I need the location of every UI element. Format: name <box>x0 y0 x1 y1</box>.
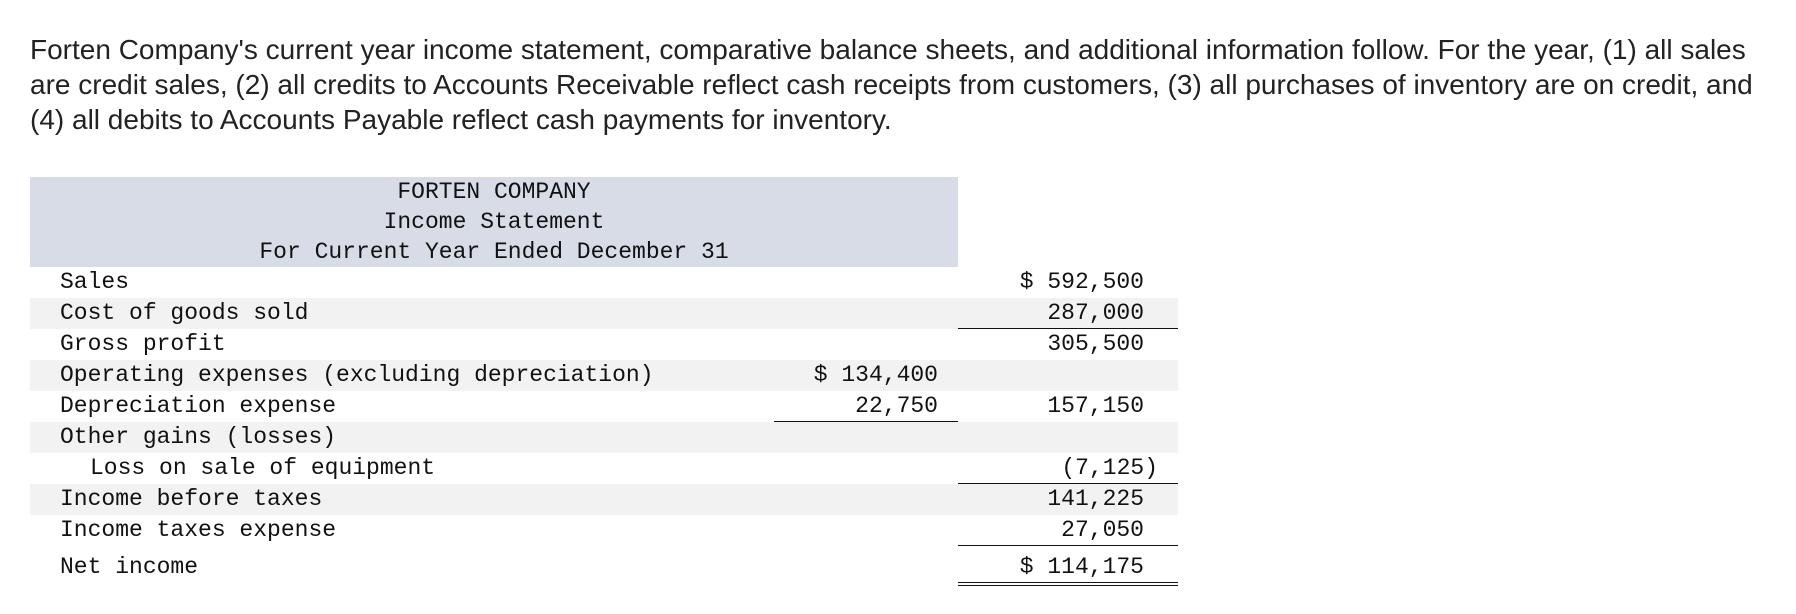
row-sub-amount: 22,750 <box>774 391 958 422</box>
row-net-income <box>30 546 1178 588</box>
row-amount: $ 114,175 <box>958 546 1178 586</box>
row-label: Sales <box>60 269 130 295</box>
row-income-before-taxes <box>30 484 1178 515</box>
row-label: Loss on sale of equipment <box>90 455 436 481</box>
statement-header <box>30 177 958 267</box>
row-operating-expenses <box>30 360 1178 391</box>
row-amount: 27,050 <box>958 515 1178 546</box>
row-amount: 141,225 <box>1047 486 1144 512</box>
row-label: Operating expenses (excluding depreciation) <box>60 362 654 388</box>
income-statement <box>30 177 1178 588</box>
row-loss-on-sale-of-equipment <box>30 453 1178 484</box>
row-label: Other gains (losses) <box>60 424 337 450</box>
row-label: Gross profit <box>60 331 226 357</box>
row-other-gains-losses <box>30 422 1178 453</box>
row-income-taxes-expense <box>30 515 1178 546</box>
row-amount: 305,500 <box>1047 331 1144 357</box>
problem-intro-text: Forten Company's current year income statement, comparative balance sheets, and additional information follow. For the year, (1) all sales are credit sales, (2) all credits to Accounts Receivable reflect cash receipts from customers, (3) all purchases of inventory are on credit, and (4) all debits to Accounts Payable reflect cash payments for inventory. <box>30 34 1753 135</box>
row-label: Cost of goods sold <box>60 300 309 326</box>
row-amount: (7,125) <box>958 453 1178 484</box>
statement-title: Income Statement <box>383 209 605 235</box>
row-sub-amount: $ 134,400 <box>813 362 938 388</box>
row-cost-of-goods-sold <box>30 298 1178 329</box>
row-amount: 157,150 <box>1047 393 1144 419</box>
row-label: Depreciation expense <box>60 393 337 419</box>
row-amount: $ 592,500 <box>1019 269 1144 295</box>
row-label: Income before taxes <box>60 486 323 512</box>
statement-period: For Current Year Ended December 31 <box>259 239 729 265</box>
row-label: Net income <box>60 554 199 580</box>
row-amount: 287,000 <box>958 298 1178 329</box>
row-sales <box>30 267 1178 298</box>
row-gross-profit <box>30 329 1178 360</box>
row-depreciation-expense <box>30 391 1178 422</box>
company-name: FORTEN COMPANY <box>397 179 591 205</box>
row-label: Income taxes expense <box>60 517 337 543</box>
